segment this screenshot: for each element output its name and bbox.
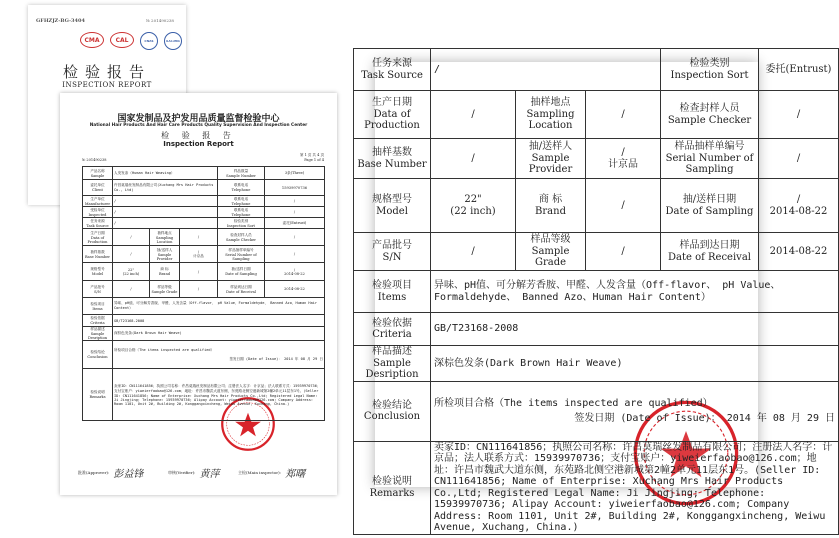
- field-value: [113, 315, 325, 327]
- field-value: [431, 381, 839, 441]
- field-label: [150, 229, 180, 246]
- table-row: [83, 229, 325, 246]
- cell-text: 深棕色发条(Dark Brown Hair Weave): [114, 331, 182, 335]
- cell-text: 受检单位 Inspected: [88, 207, 107, 217]
- field-label: [516, 91, 586, 139]
- verifier-signature: [168, 465, 220, 480]
- cell-text: /: [197, 235, 200, 239]
- field-label: [354, 271, 431, 313]
- table-row: [83, 180, 325, 196]
- cell-text: 委托(Entrust): [282, 220, 307, 225]
- field-label: [83, 229, 113, 246]
- field-label: [83, 196, 113, 207]
- table-row: [354, 233, 839, 271]
- cell-text: 样品到达日期 Date of Receival: [226, 284, 256, 294]
- table-row: [83, 281, 325, 298]
- field-label: [354, 179, 431, 233]
- form-code: GFHZJZ-BG-3404: [36, 18, 85, 24]
- cell-text: 任务来源 Task Source: [361, 58, 423, 81]
- field-value: [265, 167, 325, 180]
- inspector-sign: 郑曙: [285, 469, 306, 480]
- field-value: [431, 346, 839, 382]
- cell-text: 联系电话 Telephone: [231, 183, 251, 192]
- cell-text: /: [621, 245, 625, 257]
- field-value: [113, 341, 325, 369]
- table-row: [354, 271, 839, 313]
- cell-text: GB/T23168-2008: [434, 323, 519, 335]
- field-value: [586, 91, 661, 139]
- field-label: [354, 381, 431, 441]
- field-value: [113, 263, 150, 281]
- table-row: [83, 369, 325, 421]
- cell-text: 抽样地点 Sampling Location: [155, 230, 174, 244]
- cell-text: 生产日期 Data of Production: [87, 230, 108, 244]
- cell-text: /: [434, 63, 441, 75]
- cnas-logo-icon: CNAS: [140, 32, 158, 50]
- cell-text: 规格型号 Model: [372, 194, 412, 217]
- field-value: [431, 233, 516, 271]
- cell-text: 产品批号 S/N: [372, 240, 412, 263]
- cell-text: 异味、pH值、可分解芳香胺、甲醛、人发含量（Off-flavor、 pH Value、Formaldehyde、 Banned Azo、Human Hair Content）: [434, 280, 781, 303]
- field-value: [113, 327, 325, 341]
- field-value: [113, 196, 218, 207]
- cell-text: /: [621, 199, 625, 211]
- table-row: [83, 196, 325, 207]
- field-value: [265, 196, 325, 207]
- cell-text: /: [471, 245, 475, 257]
- field-value: [431, 441, 839, 534]
- table-row: [354, 441, 839, 534]
- table-row: [83, 298, 325, 315]
- cal-logo-icon: CAL: [110, 32, 134, 48]
- cell-text: /: [130, 252, 132, 256]
- field-label: [354, 441, 431, 534]
- cell-text: 样品等级 Sample Grade: [530, 234, 571, 269]
- field-label: [83, 167, 113, 180]
- table-row: [354, 91, 839, 139]
- table-row: [83, 167, 325, 180]
- table-row: [354, 179, 839, 233]
- cell-text: 联系电话 Telephone: [231, 207, 251, 217]
- field-label: [661, 233, 759, 271]
- cell-text: / 计京品: [608, 147, 638, 170]
- cell-text: 22" (22 inch): [122, 267, 140, 276]
- cell-text: /: [796, 152, 801, 164]
- cell-text: 抽样基数 Base Number: [357, 147, 427, 170]
- field-value: [113, 246, 150, 263]
- cell-text: /: [130, 235, 132, 239]
- field-label: [83, 369, 113, 421]
- cell-text: /: [114, 221, 117, 225]
- field-label: [516, 139, 586, 179]
- field-value: [586, 139, 661, 179]
- cell-text: 异味、pH值、可分解芳香胺、甲醛、人发含量（Off-flavor、 pH Value、Formaldehyde、 Banned Azo、Human Hair Content）: [114, 301, 318, 310]
- cell-text: 样品到达日期 Date of Receival: [668, 240, 751, 263]
- table-row: [354, 49, 839, 91]
- cell-text: 人发发条（Human Hair Weaving）: [114, 170, 175, 175]
- field-value: [431, 271, 839, 313]
- cell-text: 样品等级 Sample Grade: [151, 284, 178, 294]
- cell-text: 检验结论 Conclusion: [87, 350, 108, 359]
- cover-number: № 201490238: [146, 18, 174, 23]
- cell-text: 检验类别 Inspection Sort: [670, 58, 749, 81]
- cell-text: /: [293, 235, 296, 239]
- table-row: [83, 327, 325, 341]
- verifier-sign: 黄萍: [199, 469, 220, 480]
- page-indicator: 第 1 页 共 4 页 Page 1 of 4: [299, 153, 324, 162]
- field-label: [218, 167, 265, 180]
- field-label: [661, 139, 759, 179]
- cell-text: GB/T23168-2008: [114, 318, 145, 323]
- cell-text: 22" (22 inch): [450, 194, 496, 217]
- field-label: [661, 179, 759, 233]
- field-value: [759, 49, 839, 91]
- cell-text: 所检项目合格（The items inspected are qualified）: [434, 397, 713, 409]
- cell-text: 检验依据 Criteria: [372, 317, 412, 340]
- cell-text: 商 标 Brand: [158, 267, 171, 276]
- cell-text: 抽样地点 Sampling Location: [526, 97, 575, 132]
- field-label: [516, 179, 586, 233]
- field-value: [113, 229, 150, 246]
- table-row: [83, 207, 325, 218]
- cell-text: 抽/送样日期 Date of Sampling: [665, 194, 754, 217]
- field-value: [265, 281, 325, 298]
- field-label: [218, 263, 265, 281]
- cell-text: 检验项目 Items: [372, 280, 412, 303]
- cell-text: /: [114, 199, 117, 203]
- cell-text: 规格型号 Model: [90, 267, 105, 276]
- cell-text: / 2014-08-22: [284, 267, 305, 276]
- field-label: [83, 298, 113, 315]
- field-label: [150, 246, 180, 263]
- approver-sign: 彭益锋: [113, 469, 144, 480]
- field-label: [354, 313, 431, 346]
- field-label: [218, 207, 265, 218]
- inspector-signature: [238, 465, 305, 480]
- cell-text: 检验说明 Remarks: [89, 390, 106, 399]
- field-value: [113, 369, 325, 421]
- field-label: [150, 281, 180, 298]
- field-label: [354, 139, 431, 179]
- field-value: [113, 207, 218, 218]
- field-label: [83, 246, 113, 263]
- field-label: [83, 341, 113, 369]
- field-label: [354, 91, 431, 139]
- cell-text: 样品抽样单编号 Serial Number of Sampling: [225, 247, 257, 261]
- field-label: [218, 229, 265, 246]
- cma-logo-icon: CMA: [80, 32, 104, 48]
- field-value: [180, 246, 218, 263]
- field-value: [431, 139, 516, 179]
- center-name-en: National Hair Products And Hair Care Products Quality Supervision And Inspection Center: [89, 123, 308, 128]
- cell-text: 检验说明 Remarks: [369, 476, 415, 499]
- field-label: [218, 281, 265, 298]
- cell-text: 检验类别 Inspection Sort: [226, 218, 256, 228]
- field-label: [661, 91, 759, 139]
- field-value: [759, 139, 839, 179]
- field-label: [83, 218, 113, 229]
- report-table-closeup: [353, 48, 839, 535]
- issue-date: 签发日期 (Date of Issue)： 2014 年 08 月 29 日: [229, 356, 323, 361]
- report-title-en: Inspection Report: [163, 140, 234, 148]
- field-value: [759, 179, 839, 233]
- cell-text: 深棕色发条(Dark Brown Hair Weave): [434, 357, 623, 369]
- cell-text: /: [621, 108, 625, 120]
- cell-text: 样品描述 Sample Desription: [365, 346, 419, 380]
- inspector-label: 主检(Main inspector):: [238, 469, 282, 475]
- cell-text: 卖家ID：CN111641856；执照公司名称：许昌莫瑞丝发制品有限公司；注册法人名字：计京品；法人联系方式：15939970736；支付宝账户：yiweierfaobao@126.com；地址：许昌市魏武大道东侧，东苑路北侧空港新城第2幢2单元11层东1号。(Seller ID: CN111641856; Name of Enterprise: Xuchang Mrs Hair Products Co.,Ltd; Registered Legal Name: Ji Jingjing; Telephone: 15939970736; Alipay Account: yiweierfaobao@126.com; Company Address: Room 1101, Unit 2#, Building 2#, Konggangxincheng, Weiwu Avenue, Xuchang, China.): [114, 383, 321, 406]
- field-label: [354, 233, 431, 271]
- cell-text: 抽/送样人 Sample Provider: [156, 247, 173, 261]
- cell-text: /: [293, 210, 296, 214]
- cell-text: 检查封样人员 Sample Checker: [667, 103, 752, 126]
- report-title-cn: 检 验 报 告: [161, 131, 236, 140]
- cell-text: / 计京品: [193, 249, 204, 258]
- cell-text: 产品名称 Sample: [90, 168, 105, 178]
- field-value: [265, 207, 325, 218]
- issue-date: 签发日期 (Date of Issue)： 2014 年 08 月 29 日: [574, 413, 835, 424]
- cell-text: 检查封样人员 Sample Checker: [226, 232, 256, 242]
- field-value: [113, 281, 150, 298]
- cell-text: 卖家ID：CN111641856；执照公司名称：许昌莫瑞丝发制品有限公司；注册法人名字：计京品；法人联系方式：15939970736；支付宝账户：yiweierfaobao@126.com；地址：许昌市魏武大道东侧，东苑路北侧空港新城第2幢2单元11层东1号。(Seller ID: CN111641856; Name of Enterprise: Xuchang Mrs Hair Products Co.,Ltd; Registered Legal Name: Ji Jingjing; Telephone: 15939970736; Alipay Account: yiweierfaobao@126.com; Company Address: Room 1101, Unit 2#, Building 2#, Konggangxincheng, Weiwu Avenue, Xuchang, China.): [434, 441, 833, 533]
- cell-text: 生产日期 Data of Production: [364, 97, 420, 132]
- table-row: [83, 218, 325, 229]
- cell-text: 抽样基数 Base Number: [85, 249, 110, 259]
- field-label: [661, 49, 759, 91]
- approver-label: 批准(Approver):: [78, 469, 110, 475]
- field-label: [516, 233, 586, 271]
- field-value: [113, 298, 325, 315]
- verifier-label: 审核(Verifier):: [168, 469, 196, 475]
- field-label: [354, 49, 431, 91]
- cell-text: 商 标 Brand: [535, 194, 566, 217]
- field-label: [150, 263, 180, 281]
- cell-text: 样品描述 Sample Desription: [87, 327, 108, 340]
- field-value: [431, 179, 516, 233]
- report-table: [82, 166, 324, 421]
- center-name-cn: 国家发制品及护发用品质量监督检验中心: [117, 114, 280, 124]
- cell-text: 联系电话 Telephone: [231, 196, 251, 206]
- cell-text: 检验依据 Criteria: [90, 316, 105, 325]
- field-value: [759, 233, 839, 271]
- inspection-report-page: [60, 93, 337, 495]
- table-row: [354, 381, 839, 441]
- cell-text: 3条(Three): [284, 170, 305, 175]
- field-value: [113, 180, 218, 196]
- field-label: [83, 315, 113, 327]
- cell-text: 抽/送样人 Sample Provider: [528, 141, 573, 176]
- table-row: [354, 139, 839, 179]
- field-value: [431, 91, 516, 139]
- field-value: [180, 281, 218, 298]
- cell-text: 15939970736: [281, 185, 308, 190]
- table-row: [83, 263, 325, 281]
- cell-text: /: [471, 108, 475, 120]
- field-label: [354, 346, 431, 382]
- cell-text: 抽/送样日期 Date of Sampling: [225, 267, 257, 276]
- field-label: [83, 281, 113, 298]
- cell-text: 委托单位 Client: [90, 183, 105, 192]
- table-row: [83, 341, 325, 369]
- field-value: [431, 49, 661, 91]
- field-value: [431, 313, 839, 346]
- field-value: [265, 218, 325, 229]
- cell-text: 产品批号 S/N: [90, 284, 105, 294]
- field-label: [83, 180, 113, 196]
- cell-text: 2014-08-22: [769, 245, 828, 257]
- cell-text: 样品抽样单编号 Serial Number of Sampling: [665, 141, 754, 176]
- report-number: № 201490238: [82, 158, 107, 162]
- field-value: [113, 167, 218, 180]
- cover-title-en: INSPECTION REPORT: [62, 81, 152, 89]
- field-value: [265, 229, 325, 246]
- cell-text: 任务来源 Task Source: [86, 218, 109, 228]
- cell-text: /: [471, 152, 475, 164]
- field-value: [586, 179, 661, 233]
- cell-text: /: [293, 199, 296, 203]
- cell-text: /: [130, 287, 132, 291]
- field-value: [759, 91, 839, 139]
- field-value: [265, 246, 325, 263]
- cell-text: /: [796, 108, 801, 120]
- table-row: [83, 315, 325, 327]
- certification-logos: [80, 32, 182, 50]
- cell-text: 样品数量 Sample Number: [226, 168, 256, 178]
- field-value: [113, 218, 218, 229]
- cell-text: /: [197, 269, 200, 274]
- cell-text: 检验项目 Items: [90, 301, 105, 311]
- cell-text: 许昌莫瑞丝发制品有限公司(Xuchang Mrs Hair Products Co., Ltd): [114, 183, 214, 192]
- field-value: [265, 180, 325, 196]
- cell-text: 检验结论 Conclusion: [363, 399, 421, 422]
- table-row: [83, 246, 325, 263]
- field-label: [83, 207, 113, 218]
- field-value: [586, 233, 661, 271]
- report-closeup: [357, 58, 835, 533]
- cover-title-cn: 检验报告: [62, 63, 151, 81]
- field-value: [265, 263, 325, 281]
- cell-text: 2014-08-22: [284, 287, 305, 291]
- field-label: [218, 180, 265, 196]
- cell-text: 生产单位 Manufacturer: [84, 196, 111, 206]
- field-value: [180, 229, 218, 246]
- field-label: [218, 246, 265, 263]
- cell-text: /: [197, 287, 200, 291]
- approver-signature: [78, 465, 143, 480]
- table-row: [354, 313, 839, 346]
- field-value: [180, 263, 218, 281]
- cell-text: /: [114, 210, 117, 214]
- field-label: [218, 196, 265, 207]
- field-label: [218, 218, 265, 229]
- table-row: [354, 346, 839, 382]
- field-label: [83, 327, 113, 341]
- cell-text: / 2014-08-22: [769, 194, 828, 217]
- cell-text: 所检项目合格（The items inspected are qualified）: [114, 347, 215, 352]
- cell-text: /: [293, 252, 296, 256]
- field-label: [83, 263, 113, 281]
- ilac-logo-icon: ILAC-MRA: [164, 32, 182, 50]
- cell-text: 委托(Entrust): [765, 63, 832, 75]
